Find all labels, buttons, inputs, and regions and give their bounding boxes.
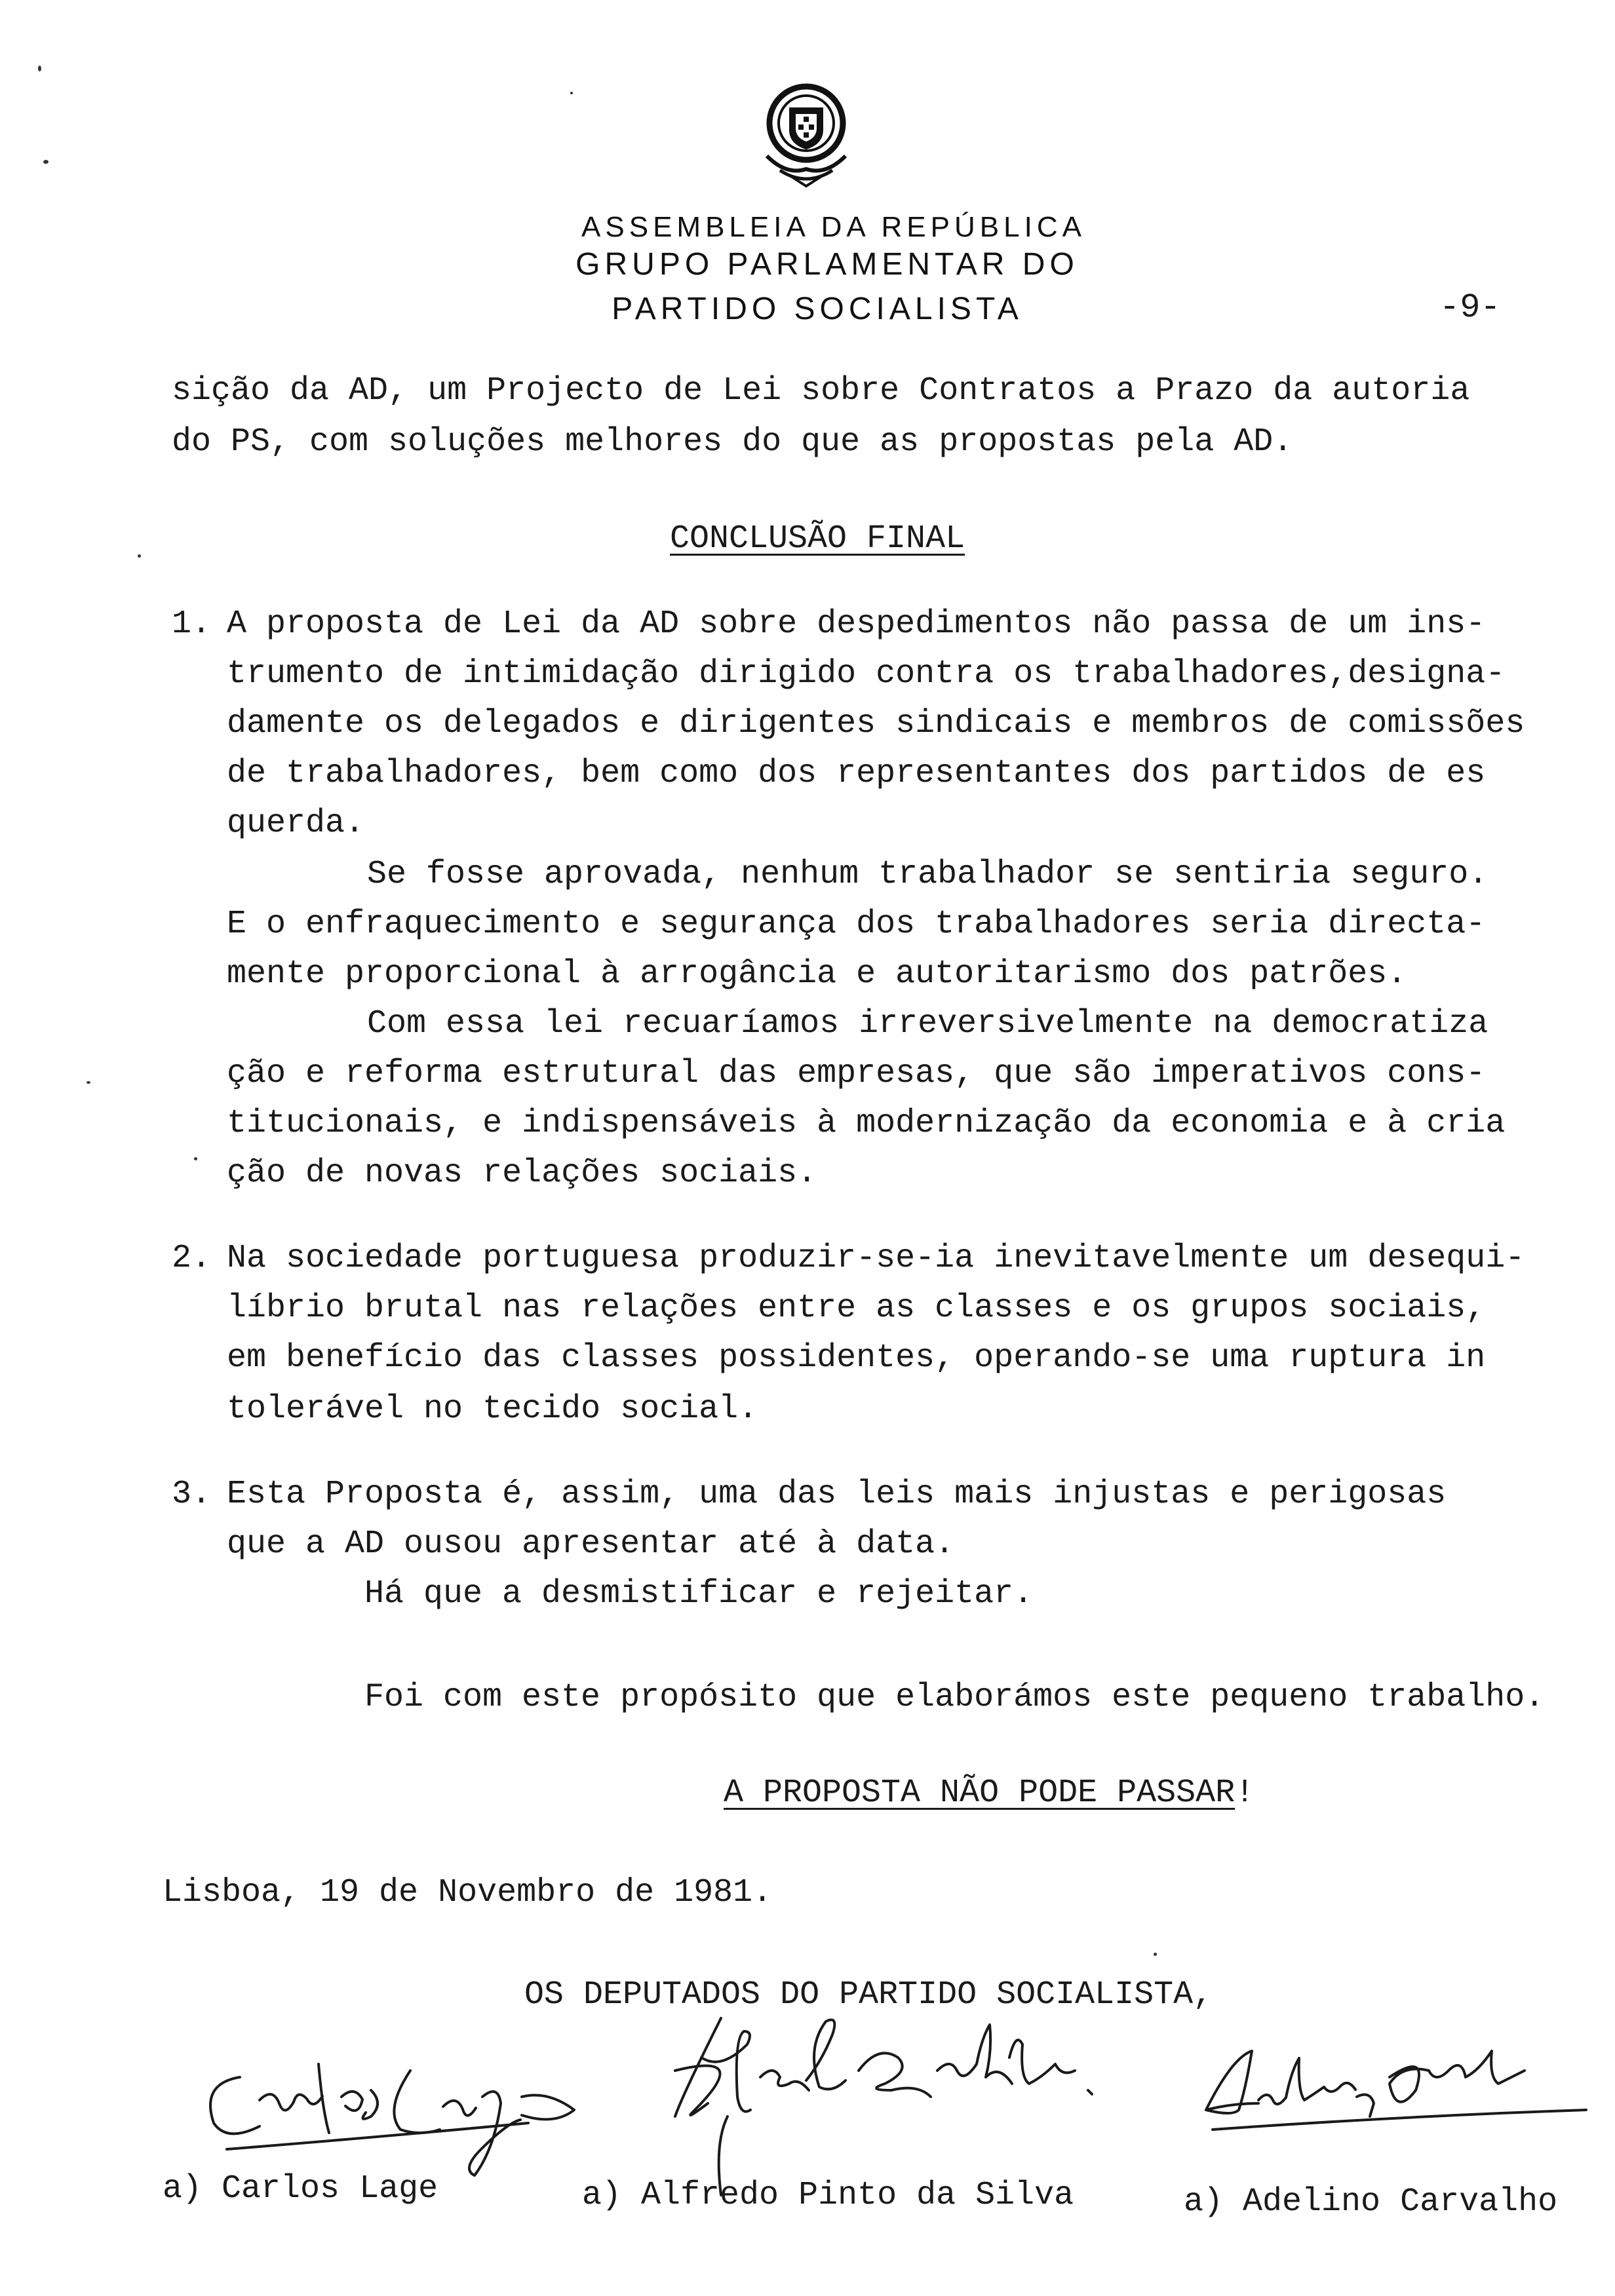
scan-speck: [570, 92, 573, 94]
item-line: em benefício das classes possidentes, operando-se uma ruptura in: [227, 1339, 1486, 1377]
item-line: líbrio brutal nas relações entre as classes e os grupos sociais,: [227, 1290, 1486, 1327]
scan-speck: [194, 1157, 197, 1160]
item-line: trumento de intimidação dirigido contra os trabalhadores,designa-: [227, 655, 1506, 693]
page-number: -9-: [1439, 288, 1501, 327]
item-line: tolerável no tecido social.: [227, 1390, 758, 1428]
slogan-text: A PROPOSTA NÃO PODE PASSAR: [724, 1774, 1236, 1812]
signatory-name: Carlos Lage: [222, 2170, 438, 2208]
signatory-prefix: a): [582, 2177, 622, 2214]
closing-paragraph: Foi com este propósito que elaborámos este pequeno trabalho.: [364, 1679, 1545, 1716]
item-line: Com essa lei recuaríamos irreversivelmente na democratiza: [367, 1005, 1489, 1043]
item-line: que a AD ousou apresentar até à data.: [227, 1525, 955, 1563]
item-line: Na sociedade portuguesa produzir-se-ia inevitavelmente um desequi-: [227, 1240, 1525, 1277]
section-title: CONCLUSÃO FINAL: [670, 520, 965, 558]
signatory-prefix: a): [163, 2170, 203, 2208]
signatory-prefix: a): [1184, 2183, 1224, 2221]
scan-speck: [87, 1081, 90, 1084]
signatory-name: Adelino Carvalho: [1243, 2183, 1558, 2221]
scan-speck: [138, 554, 141, 558]
item-line: querda.: [227, 805, 365, 842]
item-line: ção e reforma estrutural das empresas, que são imperativos cons-: [227, 1055, 1486, 1092]
scan-speck: [43, 160, 49, 164]
item-number: 1.: [172, 605, 212, 643]
intro-line: do PS, com soluções melhores do que as propostas pela AD.: [172, 423, 1293, 461]
letterhead-line-3: PARTIDO SOCIALISTA: [612, 292, 1023, 326]
item-line: de trabalhadores, bem como dos representantes dos partidos de es: [227, 755, 1486, 792]
letterhead-line-2: GRUPO PARLAMENTAR DO: [575, 247, 1079, 282]
intro-line: sição da AD, um Projecto de Lei sobre Contratos a Prazo da autoria: [172, 372, 1470, 410]
item-line: Esta Proposta é, assim, uma das leis mais injustas e perigosas: [227, 1476, 1447, 1513]
deputies-heading: OS DEPUTADOS DO PARTIDO SOCIALISTA,: [524, 1976, 1213, 2014]
item-line: ção de novas relações sociais.: [227, 1155, 817, 1192]
signatory: [1184, 2183, 1558, 2221]
scan-speck: [1154, 1953, 1157, 1956]
coat-of-arms-icon: [741, 79, 872, 190]
item-line: damente os delegados e dirigentes sindicais e membros de comissões: [227, 705, 1525, 742]
slogan-exclamation: !: [1235, 1774, 1255, 1812]
letterhead-line-1: ASSEMBLEIA DA REPÚBLICA: [581, 211, 1086, 243]
item-line: E o enfraquecimento e segurança dos trabalhadores seria directa-: [227, 906, 1486, 943]
signature-adelino-carvalho: [1193, 2038, 1599, 2149]
item-line: A proposta de Lei da AD sobre despedimentos não passa de um ins-: [227, 605, 1486, 643]
item-line: mente proporcional à arrogância e autoritarismo dos patrões.: [227, 955, 1407, 993]
scan-speck: [38, 66, 41, 71]
slogan: [724, 1774, 1255, 1812]
item-line: Se fosse aprovada, nenhum trabalhador se sentiria seguro.: [367, 856, 1489, 893]
signatory: [582, 2179, 1074, 2212]
signature-alfredo-pinto-da-silva: [662, 2005, 1134, 2202]
item-number: 2.: [172, 1240, 212, 1277]
item-line: titucionais, e indispensáveis à modernização da economia e à cria: [227, 1105, 1506, 1142]
item-line: Há que a desmistificar e rejeitar.: [364, 1575, 1034, 1613]
signatory-name: Alfredo Pinto da Silva: [641, 2177, 1074, 2214]
signatory: [163, 2170, 438, 2208]
signature-carlos-lage: [194, 2025, 600, 2182]
date-line: Lisboa, 19 de Novembro de 1981.: [163, 1874, 773, 1911]
item-number: 3.: [172, 1476, 212, 1513]
